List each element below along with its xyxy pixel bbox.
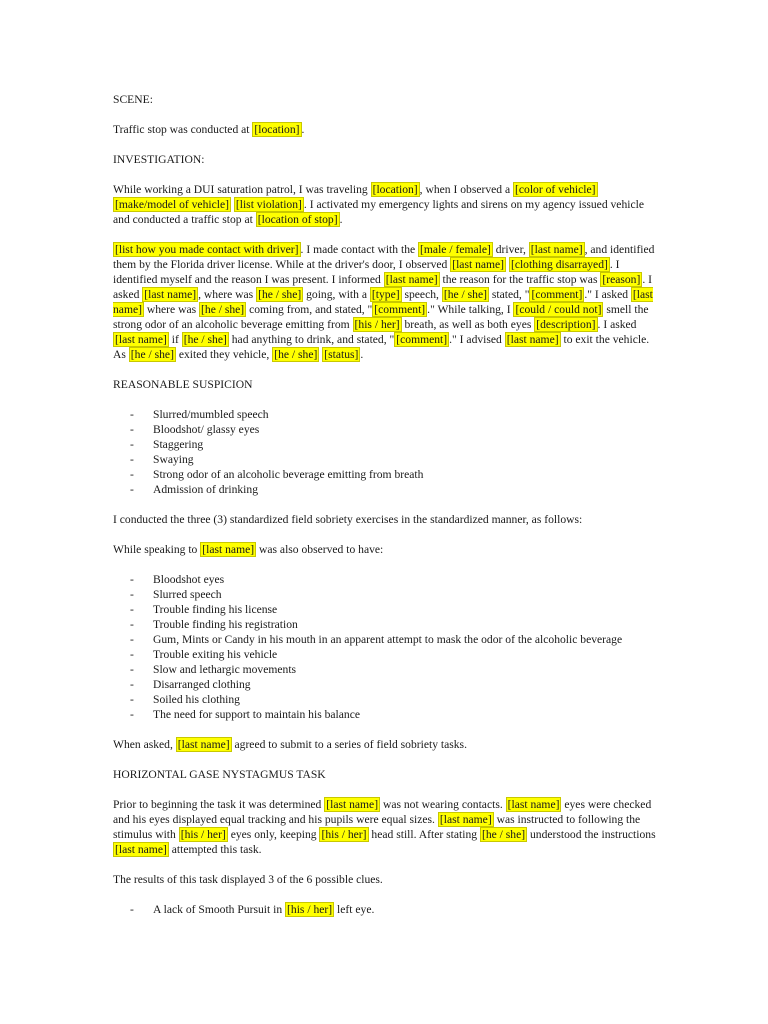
hgn-paragraph-2: The results of this task displayed 3 of the 6 possible clues. — [113, 873, 383, 886]
placeholder-field: [last name] — [530, 243, 583, 256]
placeholder-field: [clothing disarrayed] — [510, 258, 608, 271]
placeholder-field: [he / she] — [258, 288, 302, 301]
placeholder-field: [color of vehicle] — [515, 183, 596, 196]
placeholder-field: [comment] — [374, 303, 426, 316]
placeholder-field: [type] — [371, 288, 400, 301]
placeholder-field: [he / she] — [274, 348, 318, 361]
placeholder-field: [his / her] — [287, 903, 333, 916]
list-item: - Slow and lethargic movements — [113, 662, 660, 677]
placeholder-field: [location] — [372, 183, 418, 196]
placeholder-field: [last name] — [439, 813, 492, 826]
list-item: - Staggering — [113, 437, 660, 452]
submit-paragraph: When asked, [last name] agreed to submit to a series of field sobriety tasks. — [113, 738, 467, 751]
placeholder-field: [his / her] — [321, 828, 367, 841]
investigation-heading: INVESTIGATION: — [113, 153, 205, 166]
investigation-paragraph-2: [list how you made contact with driver] . I made contact with the [male / female] driver, [last name] , and identified them by the Florida driver license. While at the driver's door, I observed [last name] [clothing disarrayed] . I identified myself and the reason I was present. I informed [last name] the reason for the traffic stop was [reason] . I asked [last name] , where was [he / she] going, with a [type] speech, [he / she] stated, " [comment] ." I asked [last name] where was [he / she] coming from, and stated, " [comment] ." While talking, I [could / could not] smell the strong odor of an alcoholic beverage emitting from [his / her] breath, as well as both eyes [description] . I asked [last name] if [he / she] had anything to drink, and stated, " [comment] ." I advised [last name] to exit the vehicle. As [he / she] exited they vehicle, [he / she] [status] . — [113, 243, 655, 361]
placeholder-field: [last name] — [113, 288, 653, 316]
placeholder-field: [location of stop] — [257, 213, 338, 226]
investigation-paragraph-1: While working a DUI saturation patrol, I was traveling [location] , when I observed a [color of vehicle] [make/model of vehicle] [list violation] . I activated my emergency lights and sirens on my agency issued vehicle and conducted a traffic stop at [location of stop] . — [113, 183, 644, 226]
placeholder-field: [last name] — [326, 798, 379, 811]
placeholder-field: [status] — [324, 348, 359, 361]
placeholder-field: [list how you made contact with driver] — [115, 243, 299, 256]
placeholder-field: [he / she] — [443, 288, 487, 301]
list-item: - Trouble finding his license — [113, 602, 660, 617]
placeholder-field: [last name] — [202, 543, 255, 556]
list-item: - Slurred/mumbled speech — [113, 407, 660, 422]
placeholder-field: [last name] — [452, 258, 505, 271]
placeholder-field: [male / female] — [420, 243, 491, 256]
placeholder-field: [last name] — [115, 843, 167, 856]
placeholder-field: [his / her] — [354, 318, 400, 331]
list-item: - Trouble finding his registration — [113, 617, 660, 632]
list-item: - A lack of Smooth Pursuit in [his / her] left eye. — [113, 902, 660, 917]
list-item: - Admission of drinking — [113, 482, 660, 497]
suspicion-list — [113, 407, 660, 497]
list-item: - Disarranged clothing — [113, 677, 660, 692]
list-item: - Bloodshot eyes — [113, 572, 660, 587]
placeholder-field: [last name] — [177, 738, 230, 751]
hgn-heading: HORIZONTAL GASE NYSTAGMUS TASK — [113, 768, 326, 781]
placeholder-field: [location] — [254, 123, 300, 136]
placeholder-field: [make/model of vehicle] — [115, 198, 229, 211]
placeholder-field: [last name] — [507, 798, 560, 811]
list-item: - Strong odor of an alcoholic beverage emitting from breath — [113, 467, 660, 482]
placeholder-field: [last name] — [144, 288, 197, 301]
hgn-clues-list — [113, 902, 660, 917]
scene-heading: SCENE: — [113, 93, 153, 106]
placeholder-field: [last name] — [385, 273, 438, 286]
list-item: - Swaying — [113, 452, 660, 467]
placeholder-field: [could / could not] — [515, 303, 602, 316]
placeholder-field: [his / her] — [180, 828, 226, 841]
placeholder-field: [he / she] — [130, 348, 174, 361]
list-item: - Trouble exiting his vehicle — [113, 647, 660, 662]
hgn-paragraph-1: Prior to beginning the task it was determined [last name] was not wearing contacts. [last name] eyes were checked and his eyes displayed equal tracking and his pupils were equal sizes. [last name] was instructed to following the stimulus with [his / her] eyes only, keeping [his / her] head still. After stating [he / she] understood the instructions [last name] attempted this task. — [113, 798, 656, 856]
placeholder-field: [last name] — [506, 333, 559, 346]
placeholder-field: [comment] — [531, 288, 583, 301]
placeholder-field: [list violation] — [235, 198, 302, 211]
list-item: - Bloodshot/ glassy eyes — [113, 422, 660, 437]
list-item: - Soiled his clothing — [113, 692, 660, 707]
placeholder-field: [he / she] — [183, 333, 227, 346]
list-item: - Slurred speech — [113, 587, 660, 602]
sobriety-exercises-paragraph: I conducted the three (3) standardized field sobriety exercises in the standardized manner, as follows: — [113, 513, 583, 526]
list-item: - Gum, Mints or Candy in his mouth in an apparent attempt to mask the odor of the alcoholic beverage — [113, 632, 660, 647]
observed-paragraph: While speaking to [last name] was also observed to have: — [113, 543, 384, 556]
placeholder-field: [last name] — [115, 333, 167, 346]
scene-paragraph: Traffic stop was conducted at [location] . — [113, 123, 305, 136]
reasonable-suspicion-heading: REASONABLE SUSPICION — [113, 378, 253, 391]
placeholder-field: [comment] — [396, 333, 448, 346]
placeholder-field: [he / she] — [201, 303, 245, 316]
observations-list — [113, 572, 660, 722]
placeholder-field: [he / she] — [481, 828, 526, 841]
list-item: - The need for support to maintain his balance — [113, 707, 660, 722]
placeholder-field: [reason] — [602, 273, 641, 286]
placeholder-field: [description] — [536, 318, 596, 331]
